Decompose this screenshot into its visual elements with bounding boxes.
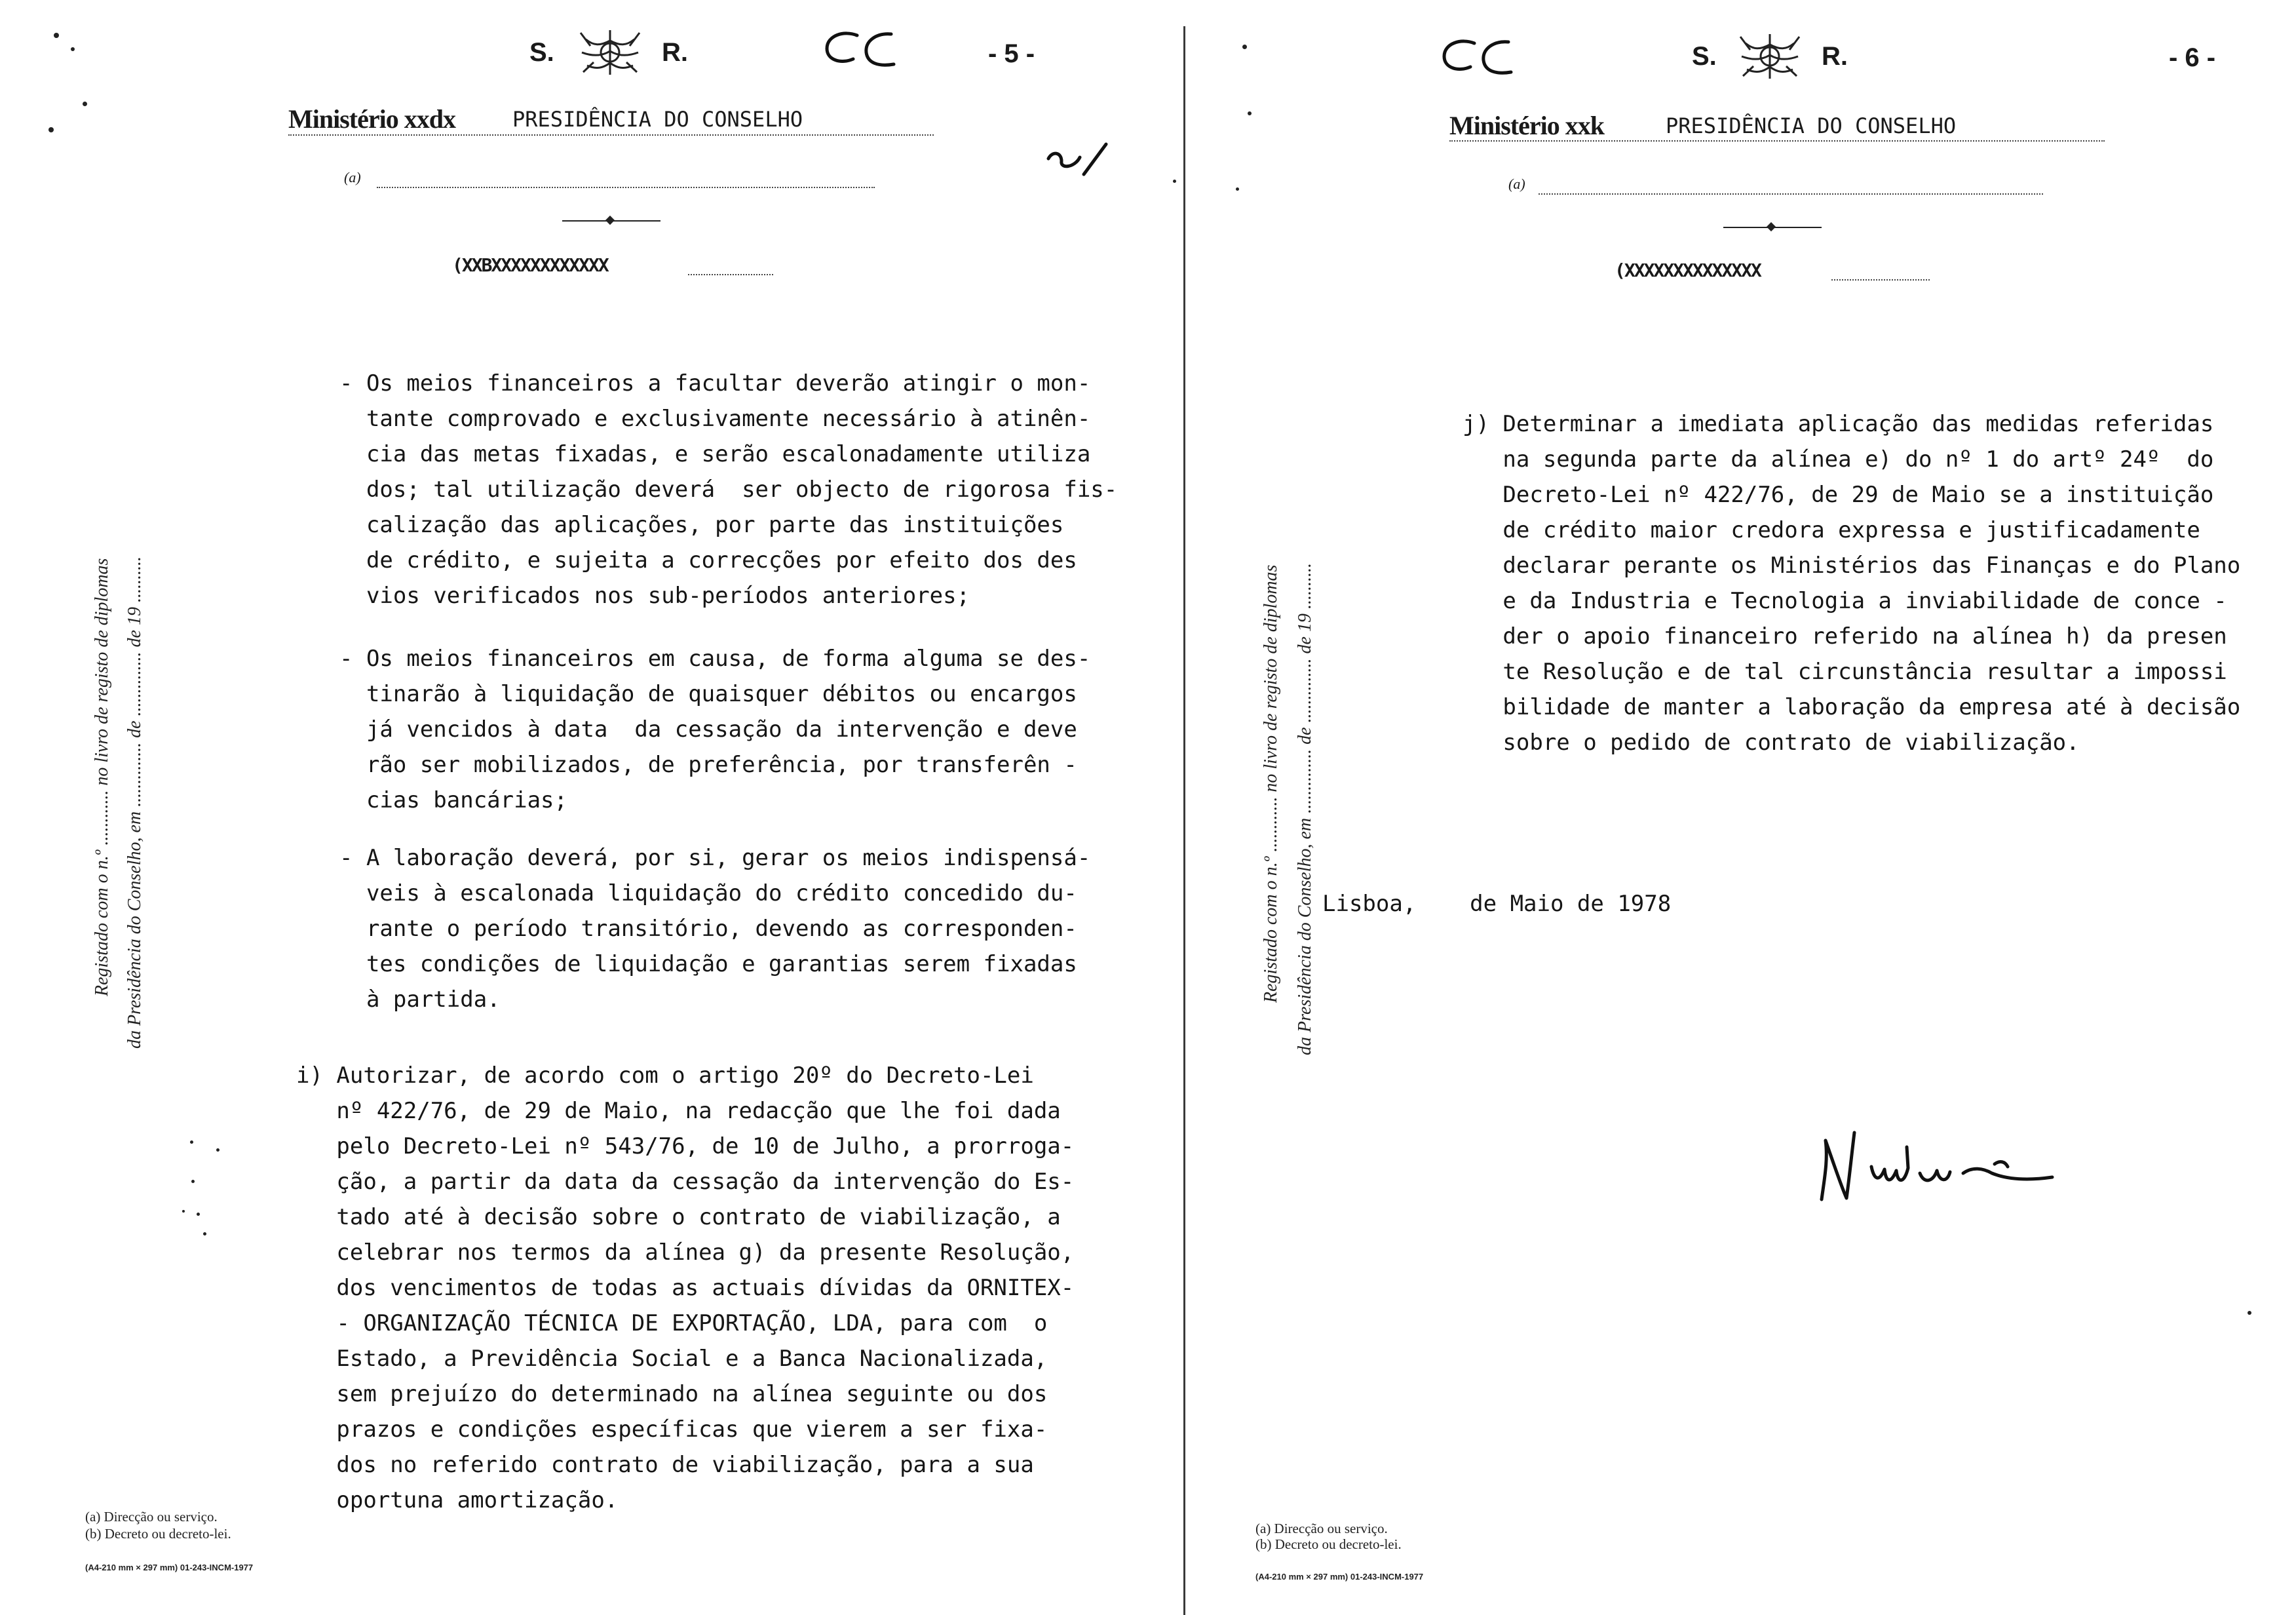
scan-speck xyxy=(182,1210,185,1213)
scan-speck xyxy=(190,1140,193,1144)
header-r: R. xyxy=(1822,42,1848,71)
paragraph-dash-3: - A laboração deverá, por si, gerar os meios indispensá- veis à escalonada liquidação do crédito concedido du- rante o período transitório, devendo as corresponden- tes condições de liquidação e garantias serem fixadas à partida. xyxy=(339,845,1091,1013)
footnote-a: (a) Direcção ou serviço. xyxy=(1255,1521,1388,1536)
footnote-b: (b) Decreto ou decreto-lei. xyxy=(1255,1536,1402,1552)
presidencia-title: PRESIDÊNCIA DO CONSELHO xyxy=(512,107,803,132)
struck-field-line xyxy=(688,274,773,275)
scan-speck xyxy=(1173,180,1176,183)
field-a-line xyxy=(377,187,875,188)
form-footer: (A4-210 mm × 297 mm) 01-243-INCM-1977 xyxy=(85,1563,254,1572)
struck-field-line xyxy=(1831,279,1930,281)
side-registo-text: Registado com o n.º ............ no livro de registo de diplomas xyxy=(92,558,112,996)
field-a-label: (a) xyxy=(344,169,361,185)
coat-of-arms-emblem-icon xyxy=(574,26,646,79)
page-divider xyxy=(1183,26,1185,1615)
scan-speck xyxy=(1236,187,1239,191)
form-footer: (A4-210 mm × 297 mm) 01-243-INCM-1977 xyxy=(1255,1572,1424,1582)
footnote-b: (b) Decreto ou decreto-lei. xyxy=(85,1526,231,1542)
paragraph-dash-2: - Os meios financeiros em causa, de forma alguma se des- tinarão à liquidação de quaisquer débitos ou encargos já vencidos à data da cessação da intervenção e deve rão ser mobilizados, de preferência, por transferên - cias bancárias; xyxy=(339,646,1091,813)
field-a-label: (a) xyxy=(1508,176,1525,192)
scan-speck xyxy=(71,47,75,51)
ministry-underline xyxy=(1449,140,2105,142)
right-page xyxy=(1186,0,2296,1615)
paragraph-i: i) Autorizar, de acordo com o artigo 20º do Decreto-Lei nº 422/76, de 29 de Maio, na redacção que lhe foi dada pelo Decreto-Lei nº 543/76, de 10 de Julho, a prorroga- ção, a partir da data da cessação da intervenção do Es- tado até à decisão sobre o contrato de viabilização, a celebrar nos termos da alínea g) da presente Resolução, dos vencimentos de todas as actuais dívidas da ORNITEX- - ORGANIZAÇÃO TÉCNICA DE EXPORTAÇÃO, LDA, para com o Estado, a Previdência Social e a Banca Nacionalizada, sem prejuízo do determinado na alínea seguinte ou dos prazos e condições específicas que vierem a ser fixa- dos no referido contrato de viabilização, para a sua oportuna amortização. xyxy=(296,1062,1075,1513)
place-date: Lisboa, de Maio de 1978 xyxy=(1322,891,1672,917)
scan-speck xyxy=(1248,111,1252,115)
footnote-a: (a) Direcção ou serviço. xyxy=(85,1509,218,1525)
side-presidencia-text: da Presidência do Conselho, em .............. de .............. de 19 .......... xyxy=(1295,563,1315,1055)
scan-speck xyxy=(216,1148,220,1152)
ornament-diamond xyxy=(1767,222,1776,231)
handwritten-signature-icon xyxy=(1808,1127,2149,1213)
presidencia-title: PRESIDÊNCIA DO CONSELHO xyxy=(1666,113,1957,138)
header-s: S. xyxy=(1692,42,1717,71)
handwritten-check-mark xyxy=(1043,139,1115,178)
ministry-label: Ministério xxk xyxy=(1449,111,1604,140)
ornament-diamond xyxy=(605,216,615,225)
side-presidencia-text: da Presidência do Conselho, em .............. de .............. de 19 .......... xyxy=(124,556,145,1049)
side-registo-text: Registado com o n.º ............ no livro de registo de diplomas xyxy=(1261,564,1281,1003)
ministry-label: Ministério xxdx xyxy=(288,104,455,134)
initials-mark-icon xyxy=(1435,34,1520,80)
scan-speck xyxy=(54,33,59,38)
scan-speck xyxy=(1242,45,1247,49)
struck-field: (XXBXXXXXXXXXXXX xyxy=(452,254,608,276)
paragraph-dash-1: - Os meios financeiros a facultar deverão atingir o mon- tante comprovado e exclusivamente necessário à atinên- cia das metas fixadas, e serão escalonadamente utiliza dos; tal utilização deverá ser objecto de rigorosa fis- calização das aplicações, por parte das instituições de crédito, e sujeita a correcções por efeito dos des vios verificados nos sub-períodos anteriores; xyxy=(339,370,1118,609)
initials-mark-icon xyxy=(818,26,903,72)
scan-speck xyxy=(83,102,87,106)
ministry-underline xyxy=(288,134,934,136)
scan-speck xyxy=(191,1180,195,1183)
coat-of-arms-emblem-icon xyxy=(1734,30,1806,83)
header-r: R. xyxy=(662,38,688,67)
scan-speck xyxy=(48,127,54,132)
header-s: S. xyxy=(529,38,554,67)
page-number: - 6 - xyxy=(2169,43,2216,72)
scan-speck xyxy=(203,1232,206,1236)
paragraph-j: j) Determinar a imediata aplicação das medidas referidas na segunda parte da alínea e) do nº 1 do artº 24º do Decreto-Lei nº 422/76, de 29 de Maio se a instituição de crédito maior credora expressa e justificadamente declarar perante os Ministérios das Finanças e do Plano e da Industria e Tecnologia a inviabilidade de conce - der o apoio financeiro referido na alínea h) da presen te Resolução e de tal circunstância resultar a impossi bilidade de manter a laboração da empresa até à decisão sobre o pedido de contrato de viabilização. xyxy=(1463,411,2241,756)
scan-speck xyxy=(197,1213,200,1216)
page-number: - 5 - xyxy=(988,39,1035,68)
struck-field: (XXXXXXXXXXXXXX xyxy=(1615,260,1761,281)
field-a-line xyxy=(1539,193,2043,195)
scan-speck xyxy=(2248,1311,2251,1315)
